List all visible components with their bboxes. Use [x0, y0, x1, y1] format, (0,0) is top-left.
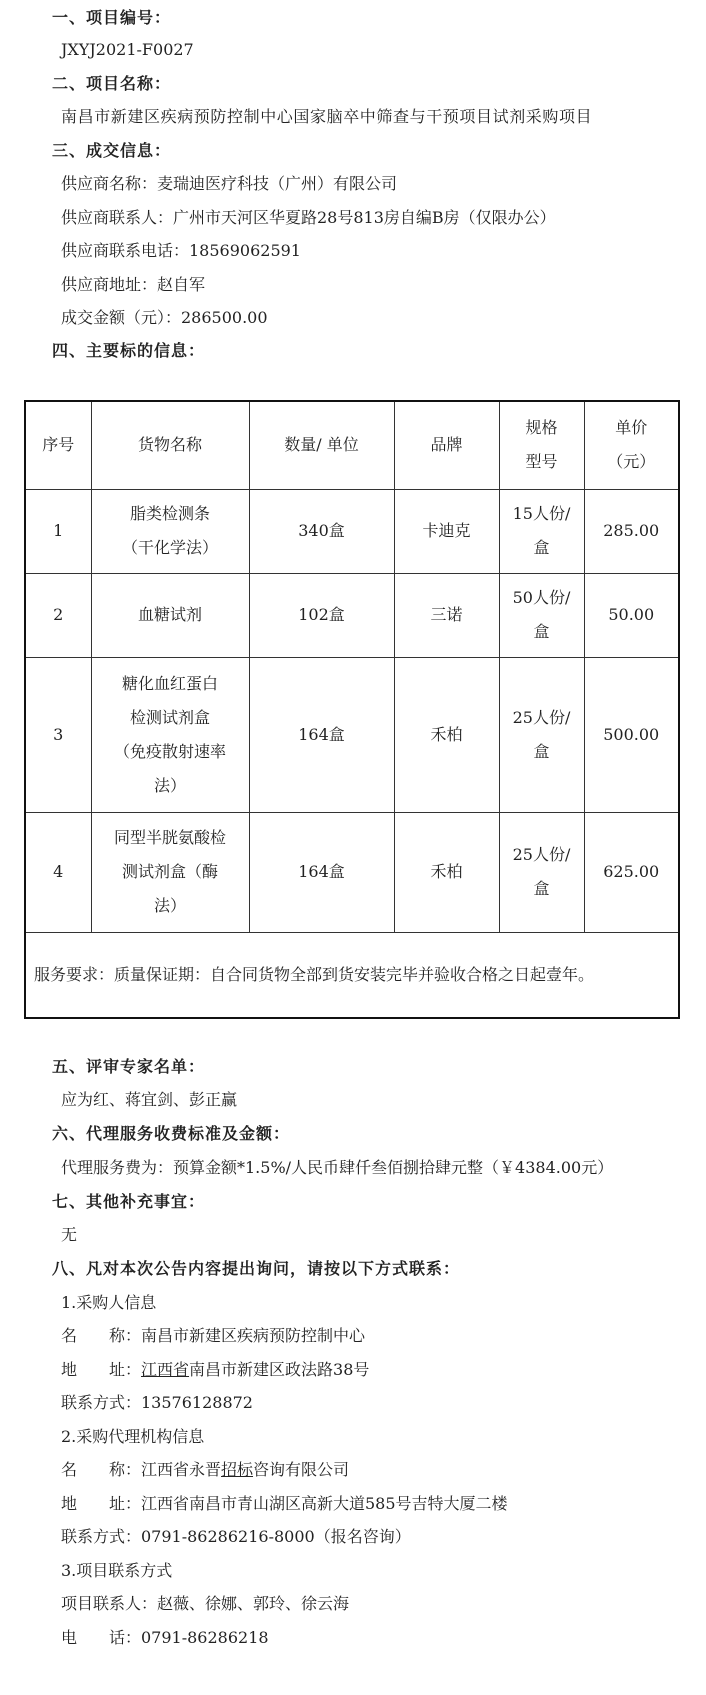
- row-name-line: 脂类检测条: [129, 504, 210, 523]
- section-2-title: 二、项目名称：: [52, 74, 172, 93]
- agent-name-rest: 咨询有限公司: [253, 1460, 350, 1479]
- row-brand: 禾柏: [394, 657, 499, 812]
- row-name: [91, 812, 249, 932]
- row-name: [91, 657, 249, 812]
- row-name-line: 糖化血红蛋白: [121, 673, 218, 693]
- row-spec-line-2: 盒: [533, 741, 550, 761]
- row-name-line: （干化学法）: [121, 538, 218, 557]
- row-spec: [499, 489, 584, 573]
- agent-name-label: 名 称：江西省永晋: [61, 1460, 222, 1479]
- buyer-contact: 联系方式：13576128872: [61, 1393, 253, 1412]
- row-name-line: 法）: [153, 896, 186, 915]
- row-price: 625.00: [584, 812, 679, 932]
- row-no: 1: [25, 489, 91, 573]
- agent-contact: 联系方式：0791-86286216-8000（报名咨询）: [61, 1527, 411, 1546]
- buyer-address-rest: 南昌市新建区政法路38号: [189, 1360, 370, 1379]
- table-row: [25, 573, 679, 657]
- header-spec: [499, 401, 584, 489]
- supplier-name: 供应商名称：麦瑞迪医疗科技（广州）有限公司: [61, 174, 398, 193]
- row-spec-line-2: 盒: [533, 879, 550, 898]
- agency-fee: 代理服务费为：预算金额*1.5%/人民币肆仟叁佰捌拾肆元整（￥4384.00元）: [61, 1158, 614, 1177]
- table-row: [25, 489, 679, 573]
- supplier-address: 供应商地址：赵自军: [61, 275, 206, 294]
- row-price: 50.00: [584, 573, 679, 657]
- row-spec-line-2: 盒: [533, 622, 550, 641]
- row-spec-line-1: 25人份/: [512, 845, 571, 864]
- buyer-title: 1.采购人信息: [61, 1293, 157, 1312]
- agent-name-underlined: 招标: [221, 1460, 254, 1479]
- header-price-line-2: （元）: [607, 452, 656, 472]
- row-name-line: 同型半胱氨酸检: [113, 828, 226, 847]
- row-name: [91, 489, 249, 573]
- header-price-line-1: 单价: [615, 418, 648, 438]
- table-header-row: [25, 401, 679, 489]
- deal-amount: 成交金额（元）：286500.00: [61, 308, 268, 327]
- row-name-line: 测试剂盒（酶: [121, 862, 218, 881]
- project-contact-title: 3.项目联系方式: [61, 1561, 173, 1580]
- row-qty: 164盒: [249, 812, 394, 932]
- buyer-name: 名 称：南昌市新建区疾病预防控制中心: [61, 1326, 366, 1345]
- experts: 应为红、蒋宜剑、彭正赢: [61, 1090, 238, 1109]
- row-no: 3: [25, 657, 91, 812]
- header-no: 序号: [25, 401, 91, 489]
- row-name-line: 血糖试剂: [137, 605, 202, 624]
- project-contact-phone: 电 话：0791-86286218: [61, 1628, 269, 1647]
- row-name-line: （免疫散射速率: [113, 741, 226, 761]
- project-contact-people: 项目联系人：赵薇、徐娜、郭玲、徐云海: [61, 1594, 350, 1613]
- service-row: [25, 932, 679, 1018]
- section-1-title: 一、项目编号：: [52, 8, 172, 27]
- section-6-title: 六、代理服务收费标准及金额：: [52, 1124, 291, 1143]
- row-spec-line-1: 50人份/: [512, 588, 571, 607]
- row-name: [91, 573, 249, 657]
- agent-name: [61, 1460, 349, 1480]
- other-matters: 无: [61, 1225, 78, 1244]
- row-spec: [499, 573, 584, 657]
- row-qty: 164盒: [249, 657, 394, 812]
- row-brand: 禾柏: [394, 812, 499, 932]
- section-4-title: 四、主要标的信息：: [52, 341, 206, 360]
- header-name: 货物名称: [91, 401, 249, 489]
- project-number: JXYJ2021-F0027: [61, 40, 194, 59]
- header-price: [584, 401, 679, 489]
- row-no: 2: [25, 573, 91, 657]
- section-3-title: 三、成交信息：: [52, 141, 172, 160]
- row-name-line: 检测试剂盒: [129, 707, 210, 727]
- section-5-title: 五、评审专家名单：: [52, 1057, 206, 1076]
- section-8-title: 八、凡对本次公告内容提出询问，请按以下方式联系：: [52, 1259, 461, 1278]
- agent-title: 2.采购代理机构信息: [61, 1427, 205, 1446]
- row-spec-line-2: 盒: [533, 538, 550, 557]
- row-price: 285.00: [584, 489, 679, 573]
- goods-table: [24, 400, 680, 1019]
- header-brand: 品牌: [394, 401, 499, 489]
- row-no: 4: [25, 812, 91, 932]
- row-qty: 102盒: [249, 573, 394, 657]
- row-brand: 卡迪克: [394, 489, 499, 573]
- row-qty: 340盒: [249, 489, 394, 573]
- row-spec-line-1: 25人份/: [512, 707, 571, 727]
- header-spec-line-2: 型号: [525, 452, 558, 472]
- row-spec-line-1: 15人份/: [512, 504, 571, 523]
- buyer-address-province: 江西省: [141, 1360, 190, 1379]
- service-requirement: 服务要求：质量保证期：自合同货物全部到货安装完毕并验收合格之日起壹年。: [25, 932, 679, 1018]
- row-spec: [499, 812, 584, 932]
- buyer-address-label: 地 址：: [61, 1360, 142, 1379]
- buyer-address: [61, 1360, 369, 1380]
- row-name-line: 法）: [153, 775, 186, 795]
- header-qty: 数量/ 单位: [249, 401, 394, 489]
- supplier-phone: 供应商联系电话：18569062591: [61, 241, 301, 260]
- header-spec-line-1: 规格: [525, 418, 558, 438]
- row-brand: 三诺: [394, 573, 499, 657]
- table-row: [25, 812, 679, 932]
- agent-address: 地 址：江西省南昌市青山湖区高新大道585号吉特大厦二楼: [61, 1494, 508, 1513]
- row-spec: [499, 657, 584, 812]
- row-price: 500.00: [584, 657, 679, 812]
- section-7-title: 七、其他补充事宜：: [52, 1192, 206, 1211]
- project-name: 南昌市新建区疾病预防控制中心国家脑卒中筛查与干预项目试剂采购项目: [61, 107, 593, 126]
- table-row: [25, 657, 679, 812]
- supplier-contact: 供应商联系人：广州市天河区华夏路28号813房自编B房（仅限办公）: [61, 208, 556, 227]
